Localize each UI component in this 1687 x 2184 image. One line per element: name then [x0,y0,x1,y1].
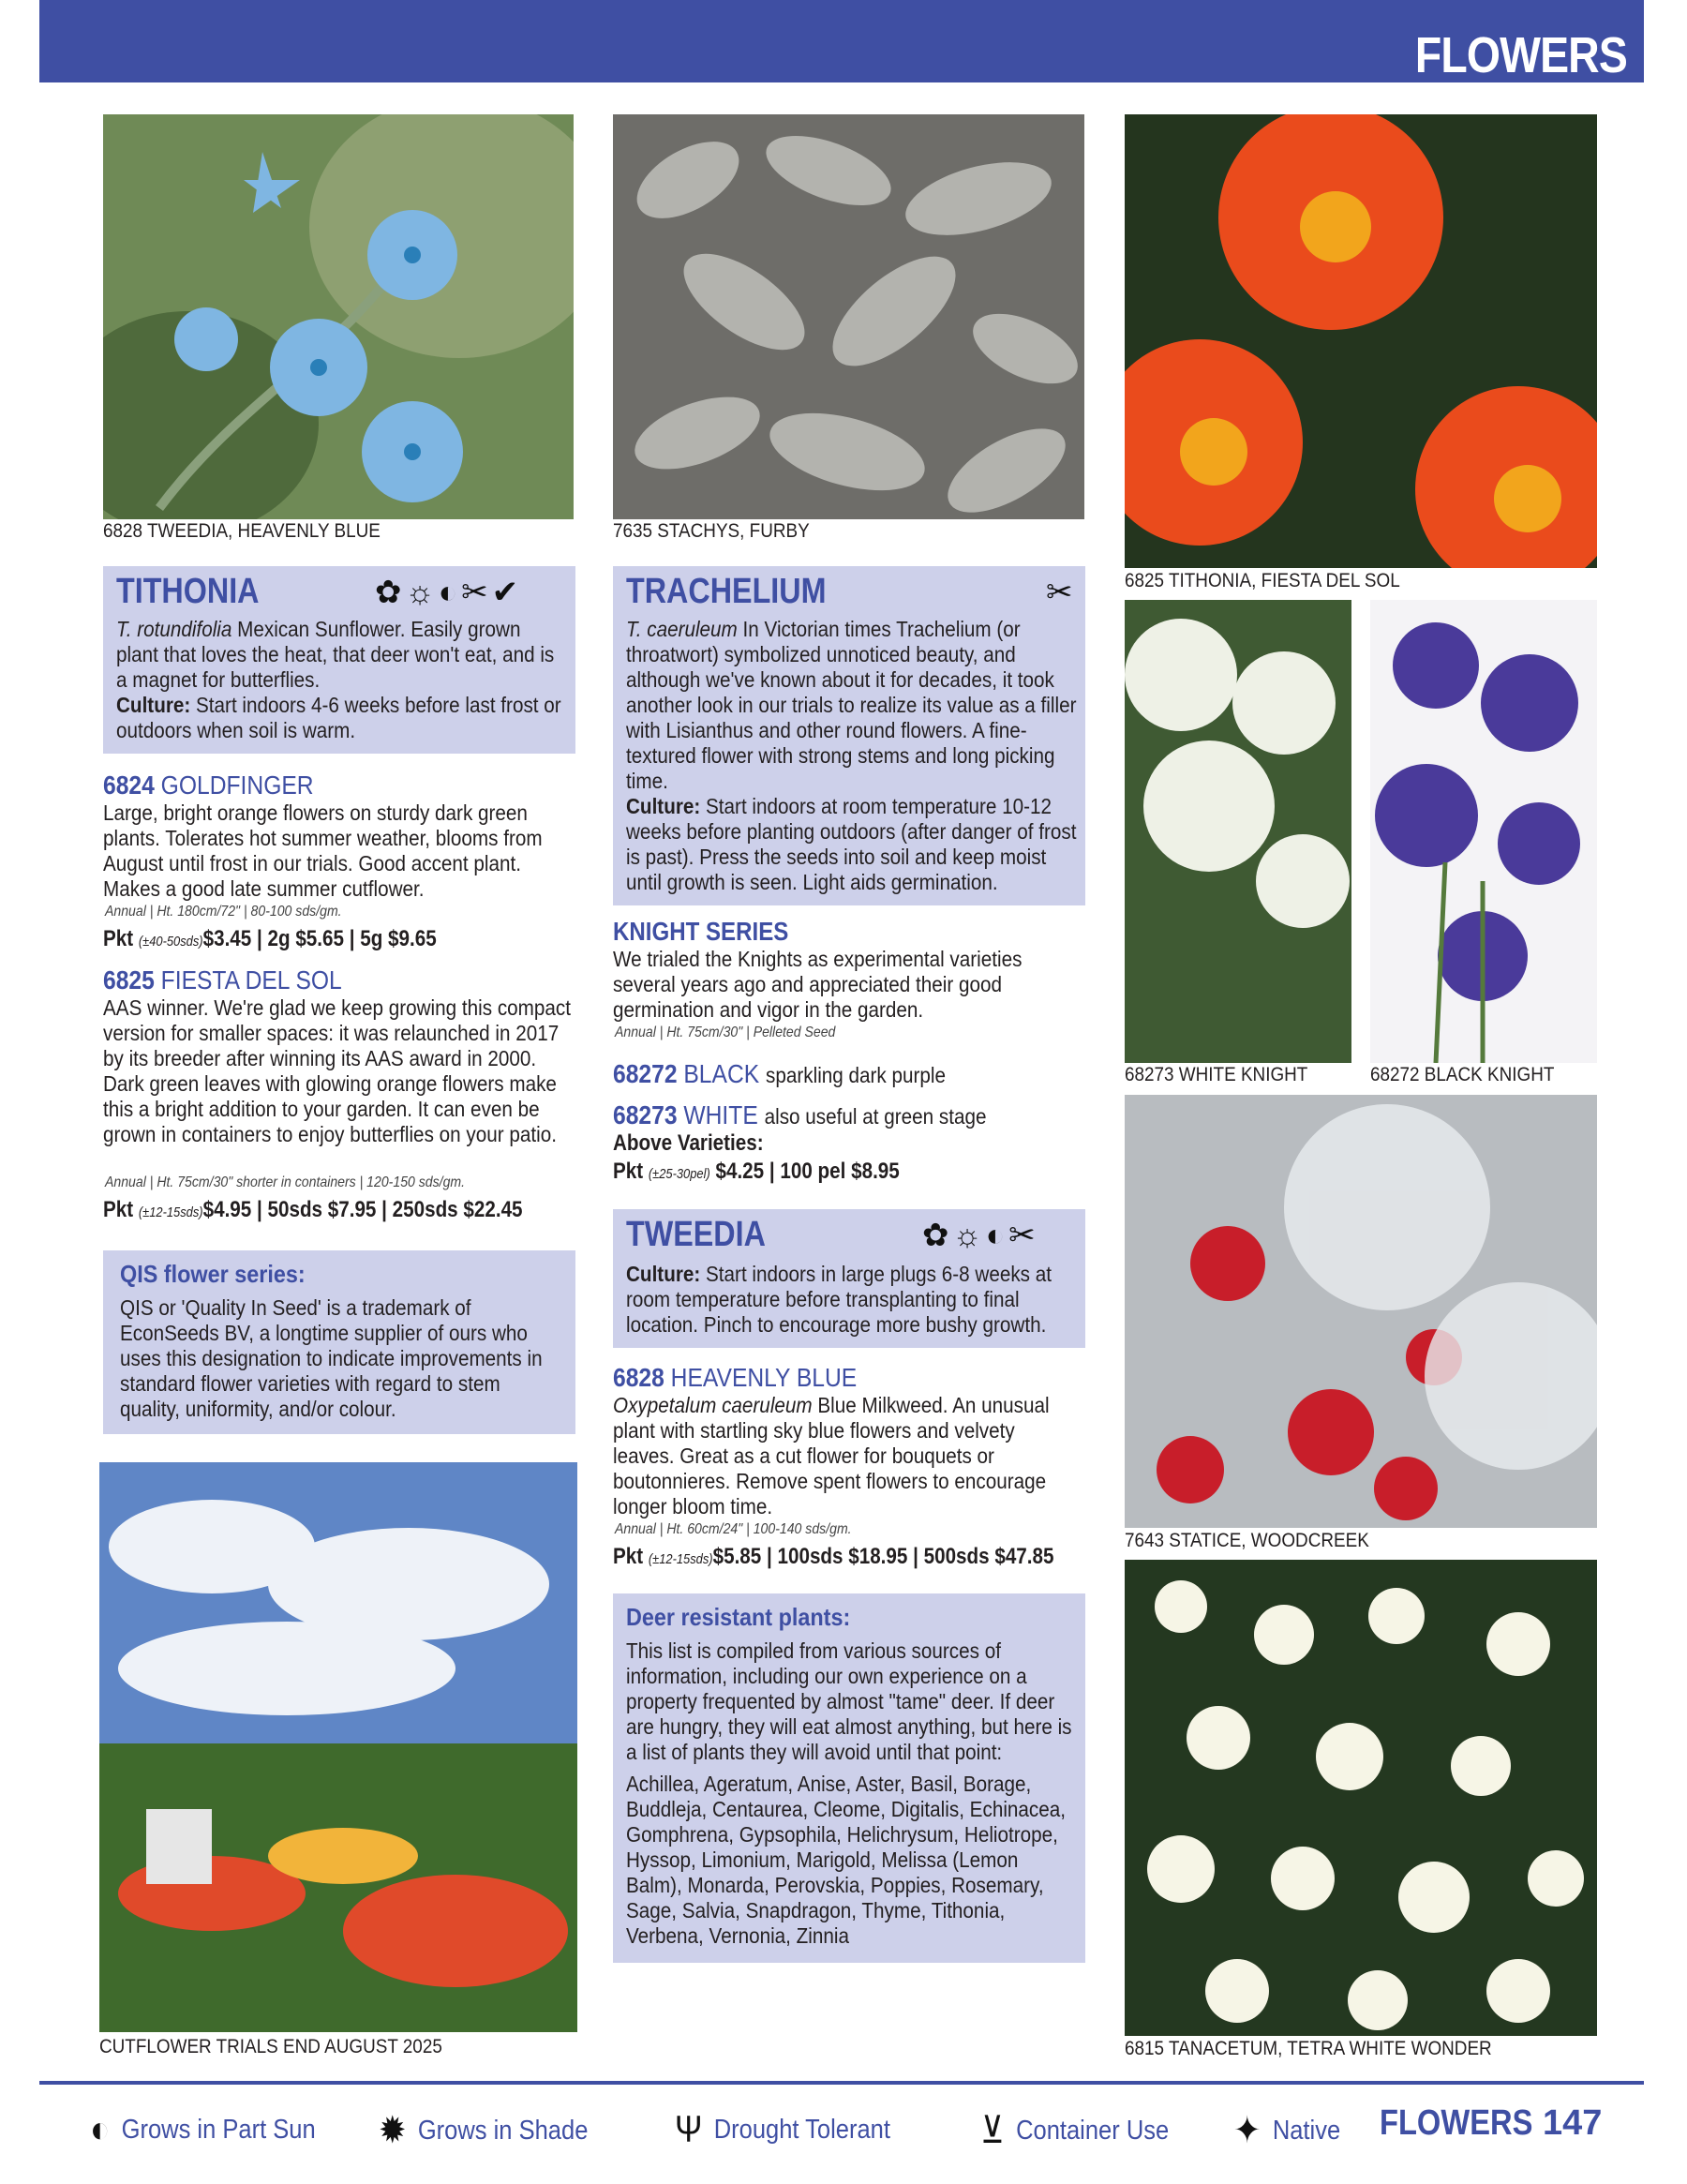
culture-label: Culture: [626,1262,701,1286]
tanacetum-photo [1125,1560,1597,2036]
section-title: FLOWERS [1414,27,1627,83]
stachys-photo [613,114,1084,519]
white-knight-photo [1125,600,1351,1063]
knight-series-heading: KNIGHT SERIES [613,917,789,946]
black-knight-photo [1370,600,1597,1063]
trachelium-box [613,566,1085,905]
tithonia-photo [1125,114,1597,568]
variety-spec: Annual | Ht. 180cm/72" | 80-100 sds/gm. [105,904,342,920]
photo-caption: 7635 STACHYS, FURBY [613,520,810,542]
shade-icon: ✹ [379,2110,407,2151]
photo-caption: 6815 TANACETUM, TETRA WHITE WONDER [1125,2038,1492,2059]
cut-flower-icon: ✂ [1046,575,1077,610]
tweedia-culture [626,1262,1078,1338]
variety-spec: Annual | Ht. 75cm/30" shorter in containers | 120-150 sds/gm. [105,1174,466,1190]
above-varieties-label: Above Varieties: [613,1130,764,1156]
price-line: Pkt (±12-15sds)$4.95 | 50sds $7.95 | 250sds $22.45 [103,1197,523,1222]
deer-intro: This list is compiled from various sources of information, including our own experience on a property frequented by almost "tame" deer. If deer are hungry, they will eat almost anything, but here is a list of plants they will avoid until that point: [626,1638,1072,1764]
tithonia-box [103,566,575,754]
deer-heading: Deer resistant plants: [626,1603,851,1631]
cactus-icon: Ψ [675,2109,703,2150]
culture-text: Start indoors in large plugs 6-8 weeks at room temperature before transplanting to final location. Pinch to encourage more bushy growth. [626,1262,1053,1337]
variety-heading: 68272 BLACK sparkling dark purple [613,1059,947,1088]
variety-heading: 68273 WHITE also useful at green stage [613,1100,987,1129]
variety-spec: Annual | Ht. 60cm/24" | 100-140 sds/gm. [615,1521,852,1537]
deer-plant-list: Achillea, Ageratum, Anise, Aster, Basil, Borage, Buddleja, Centaurea, Cleome, Digitalis, Echinacea, Gomphrena, Gypsophila, Helichrysum, Heliotrope, Hyssop, Limonium, Marigold, Melissa (Lemon Balm), Monarda, Perovskia, Poppies, Rosemary, Sage, Salvia, Snapdragon, Thyme, Tithonia, Verbena, Vernonia, Zinnia [626,1772,1067,1948]
variety-description: Oxypetalum caeruleum Blue Milkweed. An unusual plant with startling sky blue flowers and velvety leaves. Great as a cut flower for bouquets or boutonnieres. Remove spent flowers to encourage longer bloom time. [613,1393,1050,1518]
price-line: Pkt (±25-30pel) $4.25 | 100 pel $8.95 [613,1159,900,1184]
knight-spec: Annual | Ht. 75cm/30" | Pelleted Seed [615,1025,836,1040]
page-number: 147 [1543,2103,1603,2143]
growing-icons: ✿☼◐✂✔ [375,575,523,610]
species-name: T. caeruleum [626,617,738,641]
qis-heading: QIS flower series: [120,1260,306,1288]
price-line: Pkt (±40-50sds)$3.45 | 2g $5.65 | 5g $9.65 [103,926,437,951]
photo-caption: 6828 TWEEDIA, HEAVENLY BLUE [103,520,381,542]
trachelium-description [626,617,1078,895]
variety-description: Large, bright orange flowers on sturdy dark green plants. Tolerates hot summer weather, blooms from August until frost in our trials. Good accent plant. Makes a good late summer cutflower. [103,800,543,901]
photo-caption: 68272 BLACK KNIGHT [1370,1064,1555,1085]
variety-heading: 6828 HEAVENLY BLUE [613,1363,858,1392]
legend-shade: ✹ Grows in Shade [379,2110,589,2151]
tithonia-heading: TITHONIA [116,572,260,611]
qis-text: QIS or 'Quality In Seed' is a trademark of EconSeeds BV, a longtime supplier of ours who uses this designation to indicate improvements in standard flower varieties with regard to stem quality, uniformity, and/or colour. [120,1295,543,1421]
tweedia-box [613,1209,1085,1348]
part-sun-icon: ◐ [90,2109,111,2150]
variety-description: AAS winner. We're glad we keep growing this compact version for smaller spaces: it was relaunched in 2017 by its breeder after winning its AAS award in 2000. Dark green leaves with glowing orange flowers make this a bright addition to your garden. It can even be grown in containers to enjoy butterflies on your patio. [103,995,571,1146]
footer-section-name: FLOWERS [1380,2103,1533,2143]
legend-native: ✦ Native [1233,2110,1341,2151]
container-icon: ⊻ [980,2110,1005,2151]
footer-rule [39,2081,1644,2085]
culture-label: Culture: [626,794,701,818]
culture-text: Start indoors at room temperature 10-12 weeks before planting outdoors (after danger of frost is past). Press the seeds into soil and keep moist until growth is seen. Light aids germination. [626,794,1077,894]
culture-text: Start indoors 4-6 weeks before last frost or outdoors when soil is warm. [116,693,561,742]
legend-part-sun: ◐ Grows in Part Sun [90,2109,316,2150]
growing-icons: ✿☼◐✂ [922,1218,1039,1253]
trials-photo [99,1462,577,2032]
trachelium-heading: TRACHELIUM [626,572,827,611]
price-line: Pkt (±12-15sds)$5.85 | 100sds $18.95 | 500sds $47.85 [613,1544,1054,1569]
legend-container: ⊻ Container Use [980,2110,1170,2151]
variety-heading: 6825 FIESTA DEL SOL [103,965,342,995]
statice-photo [1125,1095,1597,1528]
variety-heading: 6824 GOLDFINGER [103,770,314,800]
photo-caption: 6825 TITHONIA, FIESTA DEL SOL [1125,570,1400,591]
header-bar [39,0,1644,82]
maple-leaf-icon: ✦ [1233,2110,1262,2151]
photo-caption: 7643 STATICE, WOODCREEK [1125,1530,1369,1551]
species-name: T. rotundifolia [116,617,232,641]
tithonia-description [116,617,561,743]
intro-text: In Victorian times Trachelium (or throatwort) symbolized unnoticed beauty, and although we've known about it for decades, it took another look in our trials to realize its value as a filler with Lisianthus and other round flowers. A fine-textured flower with strong stems and long picking time. [626,617,1077,793]
photo-caption: CUTFLOWER TRIALS END AUGUST 2025 [99,2036,442,2057]
photo-caption: 68273 WHITE KNIGHT [1125,1064,1308,1085]
knight-description: We trialed the Knights as experimental varieties several years ago and appreciated their good germination and vigor in the garden. [613,947,1023,1022]
tweedia-photo [103,114,574,519]
deer-box [613,1593,1085,1963]
qis-box [103,1250,575,1434]
culture-label: Culture: [116,693,191,717]
tweedia-heading: TWEEDIA [626,1215,766,1254]
legend-drought: Ψ Drought Tolerant [675,2109,890,2150]
intro-text: Mexican Sunflower. Easily grown plant that loves the heat, that deer won't eat, and is a magnet for butterflies. [116,617,555,692]
